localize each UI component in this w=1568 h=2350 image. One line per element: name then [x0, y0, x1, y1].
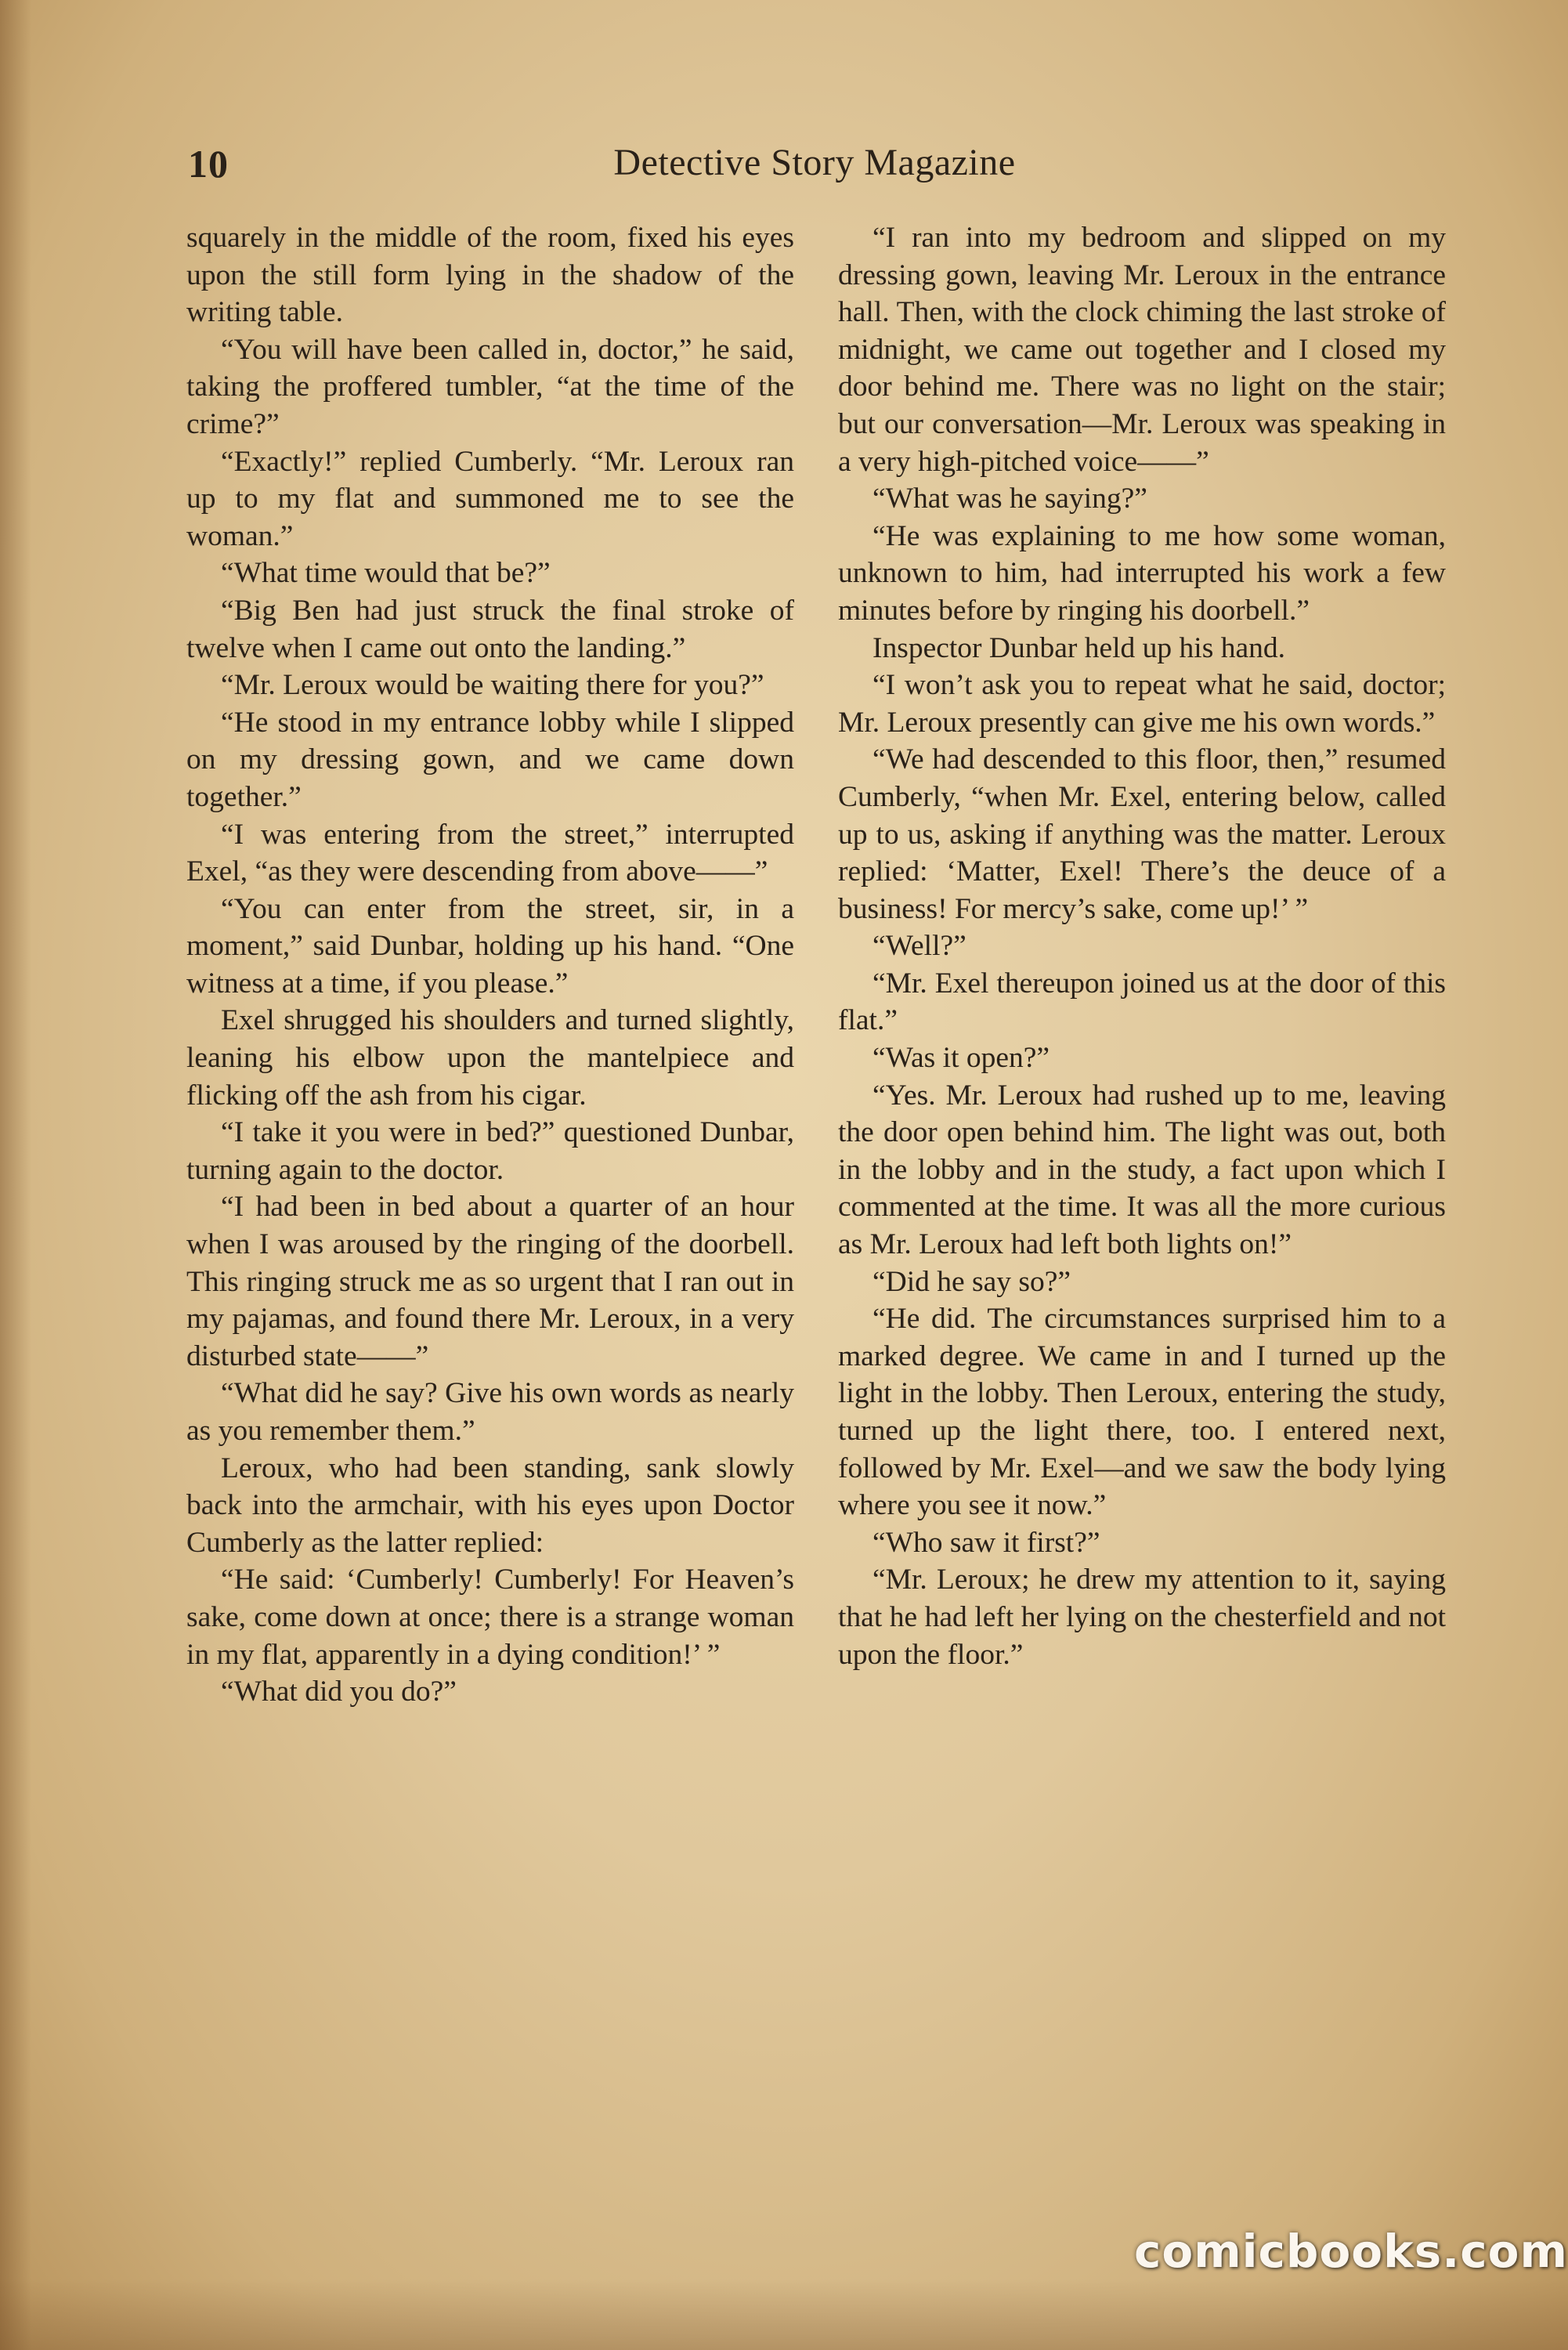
- paragraph: “You can enter from the street, sir, in a moment,” said Dunbar, holding up his hand. “One witness at a time, if you please.”: [186, 892, 794, 1000]
- text-columns: [186, 219, 1446, 2115]
- paragraph: “What did he say? Give his own words as nearly as you remember them.”: [186, 1377, 794, 1447]
- paragraph: “Did he say so?”: [873, 1265, 1071, 1298]
- paragraph: Exel shrugged his shoulders and turned slightly, leaning his elbow upon the mantelpiece and flicking off the ash from his cigar.: [186, 1004, 794, 1112]
- paragraph: “He stood in my entrance lobby while I slipped on my dressing gown, and we came down together.”: [186, 706, 794, 813]
- paragraph: “We had descended to this floor, then,” resumed Cumberly, “when Mr. Exel, entering below, called up to us, asking if anything was the matter. Leroux replied: ‘Matter, Exel! There’s the deuce of a business! For mercy’s sake, come up!’ ”: [838, 743, 1446, 925]
- paragraph: Inspector Dunbar held up his hand.: [873, 631, 1285, 664]
- paragraph: “I was entering from the street,” interrupted Exel, “as they were descending from above——”: [186, 818, 794, 888]
- paragraph: “Mr. Exel thereupon joined us at the door of this flat.”: [838, 967, 1446, 1037]
- paragraph: “Exactly!” replied Cumberly. “Mr. Leroux ran up to my flat and summoned me to see the woman.”: [186, 445, 794, 552]
- paragraph: “He said: ‘Cumberly! Cumberly! For Heaven’s sake, come down at once; there is a strange woman in my flat, apparently in a dying condition!’ ”: [186, 1564, 794, 1671]
- paragraph: “Who saw it first?”: [873, 1526, 1100, 1559]
- paragraph: “Was it open?”: [873, 1042, 1050, 1075]
- running-title: Detective Story Magazine: [613, 142, 1016, 183]
- paragraph: “What was he saying?”: [873, 483, 1147, 515]
- page-header: [188, 141, 1441, 196]
- paragraph: “Yes. Mr. Leroux had rushed up to me, leaving the door open behind him. The light was out, both in the lobby and in the study, a fact upon which I commented at the time. It was all the more curious as Mr. Leroux had left both lights on!”: [838, 1079, 1446, 1261]
- paragraph: “What time would that be?”: [221, 557, 551, 590]
- paragraph: squarely in the middle of the room, fixed his eyes upon the still form lying in the shadow of the writing table.: [186, 222, 794, 329]
- paragraph: “You will have been called in, doctor,” he said, taking the proffered tumbler, “at the time of the crime?”: [186, 333, 794, 440]
- paragraph: “I ran into my bedroom and slipped on my dressing gown, leaving Mr. Leroux in the entrance hall. Then, with the clock chiming the last stroke of midnight, we came out together and I closed my door behind me. There was no light on the stair; but our conversation—Mr. Leroux was speaking in a very high-pitched voice——”: [838, 222, 1446, 478]
- paragraph: Leroux, who had been standing, sank slowly back into the armchair, with his eyes upon Doctor Cumberly as the latter replied:: [186, 1452, 794, 1559]
- right-column: [838, 219, 1446, 1673]
- left-column: [186, 219, 794, 1711]
- paragraph: “I won’t ask you to repeat what he said, doctor; Mr. Leroux presently can give me his own words.”: [838, 669, 1446, 739]
- page-number: 10: [188, 142, 229, 186]
- paragraph: “I take it you were in bed?” questioned Dunbar, turning again to the doctor.: [186, 1116, 794, 1186]
- paragraph: “He did. The circumstances surprised him to a marked degree. We came in and I turned up the light in the lobby. Then Leroux, entering the study, turned up the light there, too. I entered next, followed by Mr. Exel—and we saw the body lying where you see it now.”: [838, 1303, 1446, 1522]
- paragraph: “Well?”: [873, 930, 966, 963]
- page-edge-shadow-left: [0, 0, 31, 2350]
- paragraph: “Mr. Leroux; he drew my attention to it, saying that he had left her lying on the chesterfield and not upon the floor.”: [838, 1564, 1446, 1671]
- paragraph: “Big Ben had just struck the final stroke of twelve when I came out onto the landing.”: [186, 594, 794, 664]
- paragraph: “Mr. Leroux would be waiting there for you?”: [221, 669, 764, 702]
- paragraph: “I had been in bed about a quarter of an hour when I was aroused by the ringing of the doorbell. This ringing struck me as so urgent that I ran out in my pajamas, and found there Mr. Leroux, in a very disturbed state——”: [186, 1191, 794, 1372]
- paragraph: “He was explaining to me how some woman, unknown to him, had interrupted his work a few minutes before by ringing his doorbell.”: [838, 519, 1446, 627]
- watermark-logo: comicbooks.com: [1134, 2225, 1568, 2278]
- paragraph: “What did you do?”: [221, 1676, 457, 1708]
